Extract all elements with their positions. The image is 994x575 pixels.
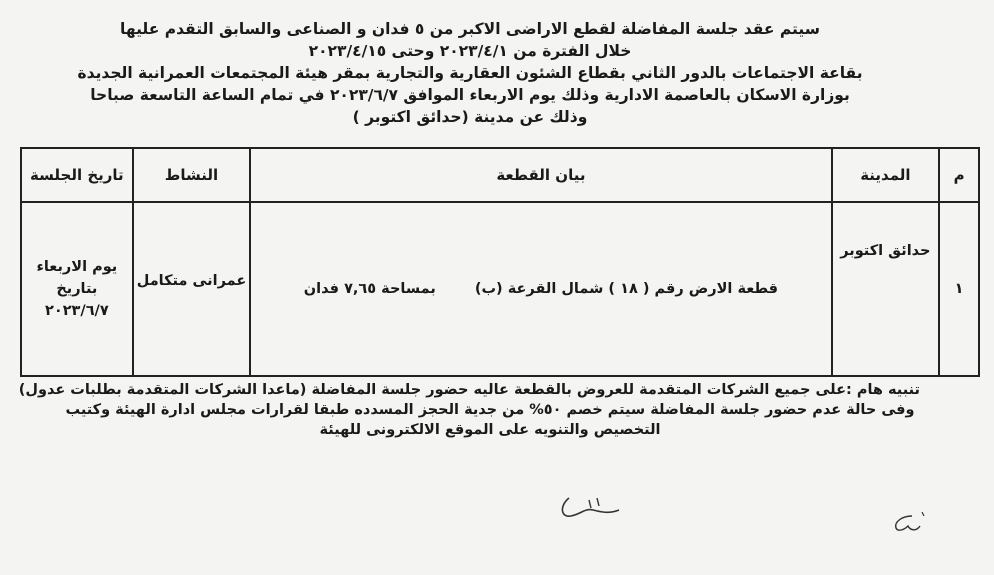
cell-description xyxy=(250,202,831,376)
header-description: بيان القطعة xyxy=(250,148,831,202)
cell-city: حدائق اكتوبر xyxy=(832,202,940,376)
header-line-4: بوزارة الاسكان بالعاصمة الادارية وذلك يوم الاربعاء الموافق ٢٠٢٣/٦/٧ في تمام الساعة التاسعة صباحا xyxy=(90,86,850,104)
header-activity: النشاط xyxy=(133,148,251,202)
header-num: م xyxy=(939,148,979,202)
header-city: المدينة xyxy=(832,148,940,202)
header-date: تاريخ الجلسة xyxy=(21,148,133,202)
note-line-3: التخصيص والتنويه على الموقع الالكترونى للهيئة xyxy=(319,422,661,438)
signature-mark xyxy=(555,488,625,528)
announcement-header xyxy=(60,18,880,128)
cell-num: ١ xyxy=(939,202,979,376)
header-line-3: بقاعة الاجتماعات بالدور الثاني بقطاع الشئون العقارية والتجارية بمقر هيئة المجتمعات العمرانية الجديدة xyxy=(77,64,863,82)
header-line-1: سيتم عقد جلسة المفاضلة لقطع الاراضى الاكبر من ٥ فدان و الصناعى والسابق التقدم عليها xyxy=(120,20,820,38)
note-line-1: تنبيه هام :على جميع الشركات المتقدمة للعروض بالقطعة عاليه حضور جلسة المفاضلة (ماعدا الشركات المتقدمة بطلبات عدول) xyxy=(18,382,920,398)
table-header-row xyxy=(21,148,979,202)
plot-description: قطعة الارض رقم ( ١٨ ) شمال القرعة (ب) xyxy=(474,281,779,297)
cell-date xyxy=(21,202,133,376)
initials-mark xyxy=(882,508,932,538)
plots-table xyxy=(20,147,980,377)
header-line-5: وذلك عن مدينة (حدائق اكتوبر ) xyxy=(352,108,588,126)
cell-activity: عمرانى متكامل xyxy=(133,202,251,376)
plot-area: بمساحة ٧,٦٥ فدان xyxy=(303,281,436,297)
note-line-2: وفى حالة عدم حضور جلسة المفاضلة سيتم خصم ٥٠% من جدية الحجز المسدده طبقا لقرارات مجلس ادارة الهيئة وكتيب xyxy=(65,402,915,418)
table-row xyxy=(21,202,979,376)
date-line-1: يوم الاربعاء xyxy=(36,259,118,275)
header-line-2: خلال الفترة من ٢٠٢٣/٤/١ وحتى ٢٠٢٣/٤/١٥ xyxy=(308,42,632,60)
important-note xyxy=(18,380,920,440)
date-line-2: بتاريخ xyxy=(56,281,98,297)
date-line-3: ٢٠٢٣/٦/٧ xyxy=(45,303,109,319)
